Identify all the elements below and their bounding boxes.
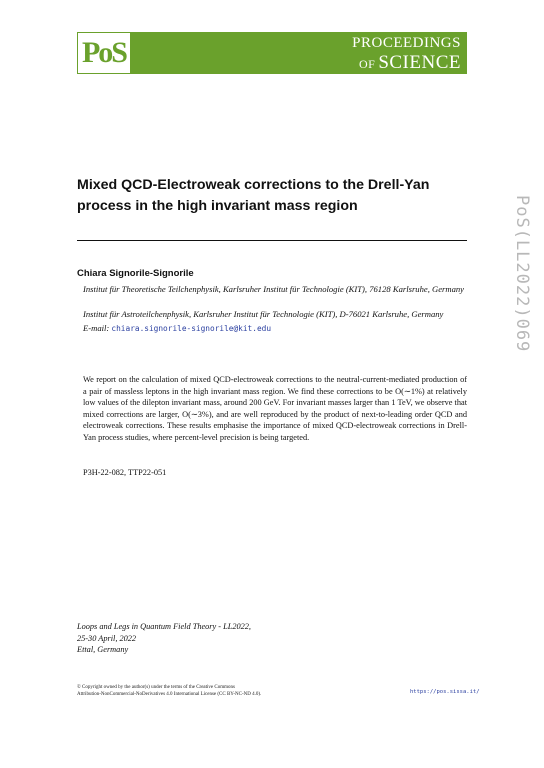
abstract-text: We report on the calculation of mixed QCD-electroweak corrections to the neutral-current-mediated production of a pair of massless leptons in the high invariant mass region. We find these corrections to be O(∼1%) at relatively low values of the dilepton invariant mass, around 200 GeV. For invariant masses larger than 1 TeV, we observe that mixed corrections are larger, O(∼3%), and are well reproduced by the product of next-to-leading order QCD and electroweak corrections. These results emphasise the importance of mixed QCD-electroweak corrections in Drell-Yan process studies, where percent-level precision is being targeted.	[83, 375, 467, 442]
conference-location: Ettal, Germany	[77, 645, 129, 654]
journal-name-science: SCIENCE	[378, 52, 461, 73]
pos-logo	[78, 33, 130, 73]
pos-header-banner	[77, 32, 467, 74]
journal-name-line1: PROCEEDINGS	[352, 35, 461, 51]
copyright-line-1: © Copyright owned by the author(s) under the terms of the Creative Commons	[77, 685, 235, 690]
copyright-line-2: Attribution-NonCommercial-NoDerivatives 4.0 International License (CC BY-NC-ND 4.0).	[77, 692, 262, 697]
pos-logo-text: PoS	[81, 36, 126, 69]
copyright-notice	[77, 684, 261, 698]
pos-url-link[interactable]: https://pos.sissa.it/	[410, 689, 480, 695]
side-pos-identifier: PoS(LL2022)069	[512, 195, 532, 353]
affiliation-1: Institut für Theoretische Teilchenphysik, Karlsruher Institut für Technologie (KIT), 76128 Karlsruhe, Germany	[83, 284, 464, 294]
email-line	[83, 323, 473, 335]
conference-info	[77, 621, 251, 656]
paper-title: Mixed QCD-Electroweak corrections to the Drell-Yan process in the high invariant mass region	[77, 177, 430, 214]
conference-name: Loops and Legs in Quantum Field Theory - LL2022,	[77, 622, 252, 631]
email-link[interactable]: chiara.signorile-signorile@kit.edu	[111, 324, 272, 333]
journal-name-of: OF	[358, 57, 376, 71]
conference-dates: 25-30 April, 2022	[77, 633, 137, 643]
journal-name-line2	[359, 52, 461, 74]
affiliation-2: Institut für Astroteilchenphysik, Karlsruher Institut für Technologie (KIT), D-76021 Karlsruhe, Germany	[83, 309, 444, 319]
preprint-numbers: P3H-22-082, TTP22-051	[83, 468, 167, 477]
title-rule	[77, 240, 467, 241]
email-label: E-mail:	[83, 323, 110, 333]
author-name: Chiara Signorile-Signorile	[77, 268, 194, 279]
